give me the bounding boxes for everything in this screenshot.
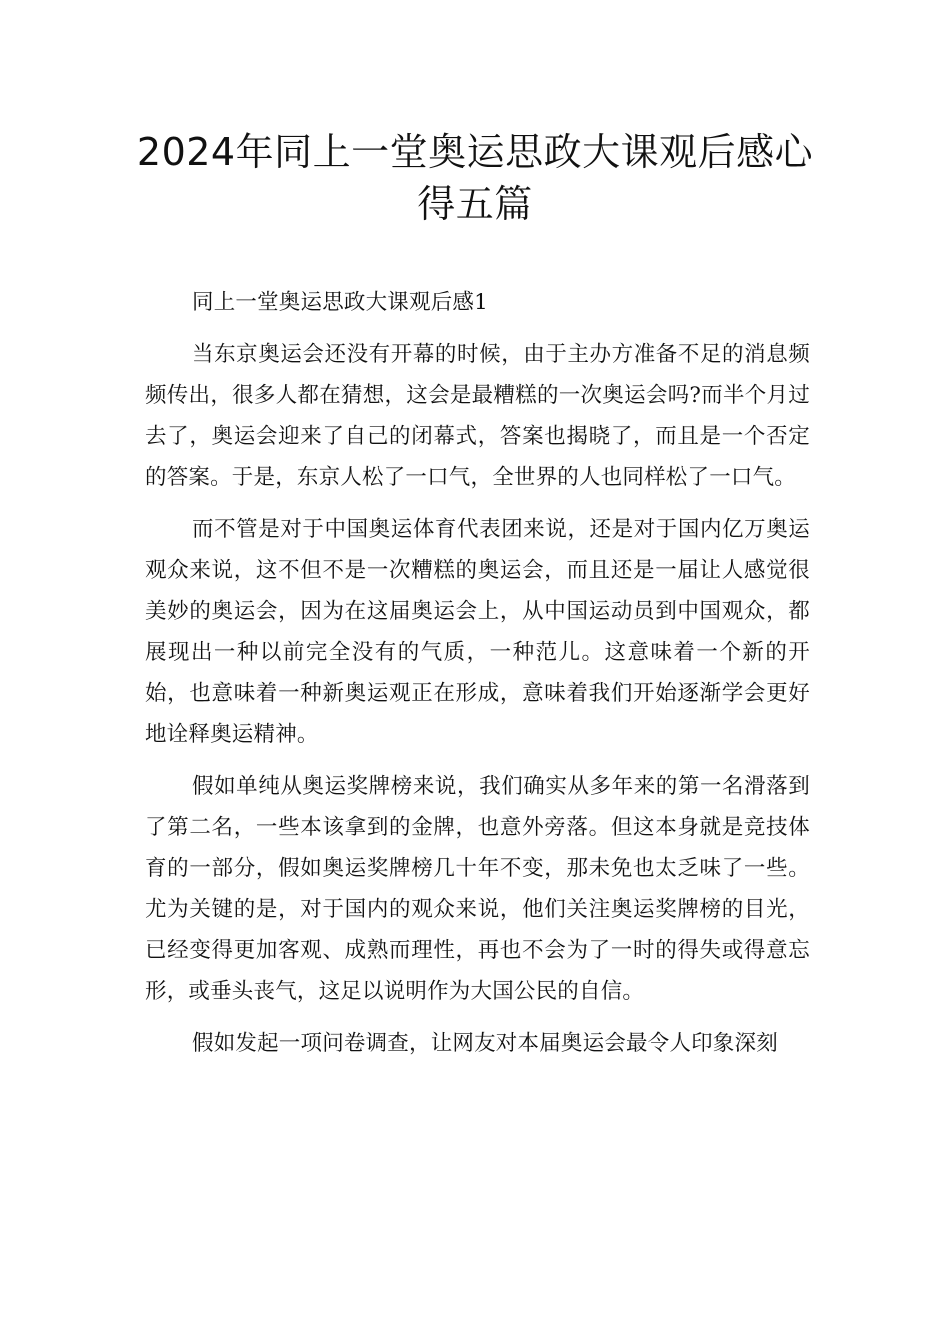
document-body bbox=[145, 282, 810, 1075]
paragraph-1: 当东京奥运会还没有开幕的时候，由于主办方准备不足的消息频频传出，很多人都在猜想，这会是最糟糕的一次奥运会吗?而半个月过去了，奥运会迎来了自己的闭幕式，答案也揭晓了，而且是一个否定的答案。于是，东京人松了一口气，全世界的人也同样松了一口气。 bbox=[145, 342, 810, 490]
document-title: 2024年同上一堂奥运思政大课观后感心得五篇 bbox=[136, 130, 814, 226]
paragraph-2: 而不管是对于中国奥运体育代表团来说，还是对于国内亿万奥运观众来说，这不但不是一次糟糕的奥运会，而且还是一届让人感觉很美妙的奥运会，因为在这届奥运会上，从中国运动员到中国观众，都展现出一种以前完全没有的气质，一种范儿。这意味着一个新的开始，也意味着一种新奥运观正在形成，意味着我们开始逐渐学会更好地诠释奥运精神。 bbox=[145, 517, 810, 747]
paragraph-4: 假如发起一项问卷调查，让网友对本届奥运会最令人印象深刻 bbox=[192, 1031, 778, 1056]
paragraph-3: 假如单纯从奥运奖牌榜来说，我们确实从多年来的第一名滑落到了第二名，一些本该拿到的金牌，也意外旁落。但这本身就是竞技体育的一部分，假如奥运奖牌榜几十年不变，那未免也太乏味了一些。尤为关键的是，对于国内的观众来说，他们关注奥运奖牌榜的目光，已经变得更加客观、成熟而理性，再也不会为了一时的得失或得意忘形，或垂头丧气，这足以说明作为大国公民的自信。 bbox=[145, 774, 810, 1004]
section-heading: 同上一堂奥运思政大课观后感1 bbox=[192, 290, 488, 315]
